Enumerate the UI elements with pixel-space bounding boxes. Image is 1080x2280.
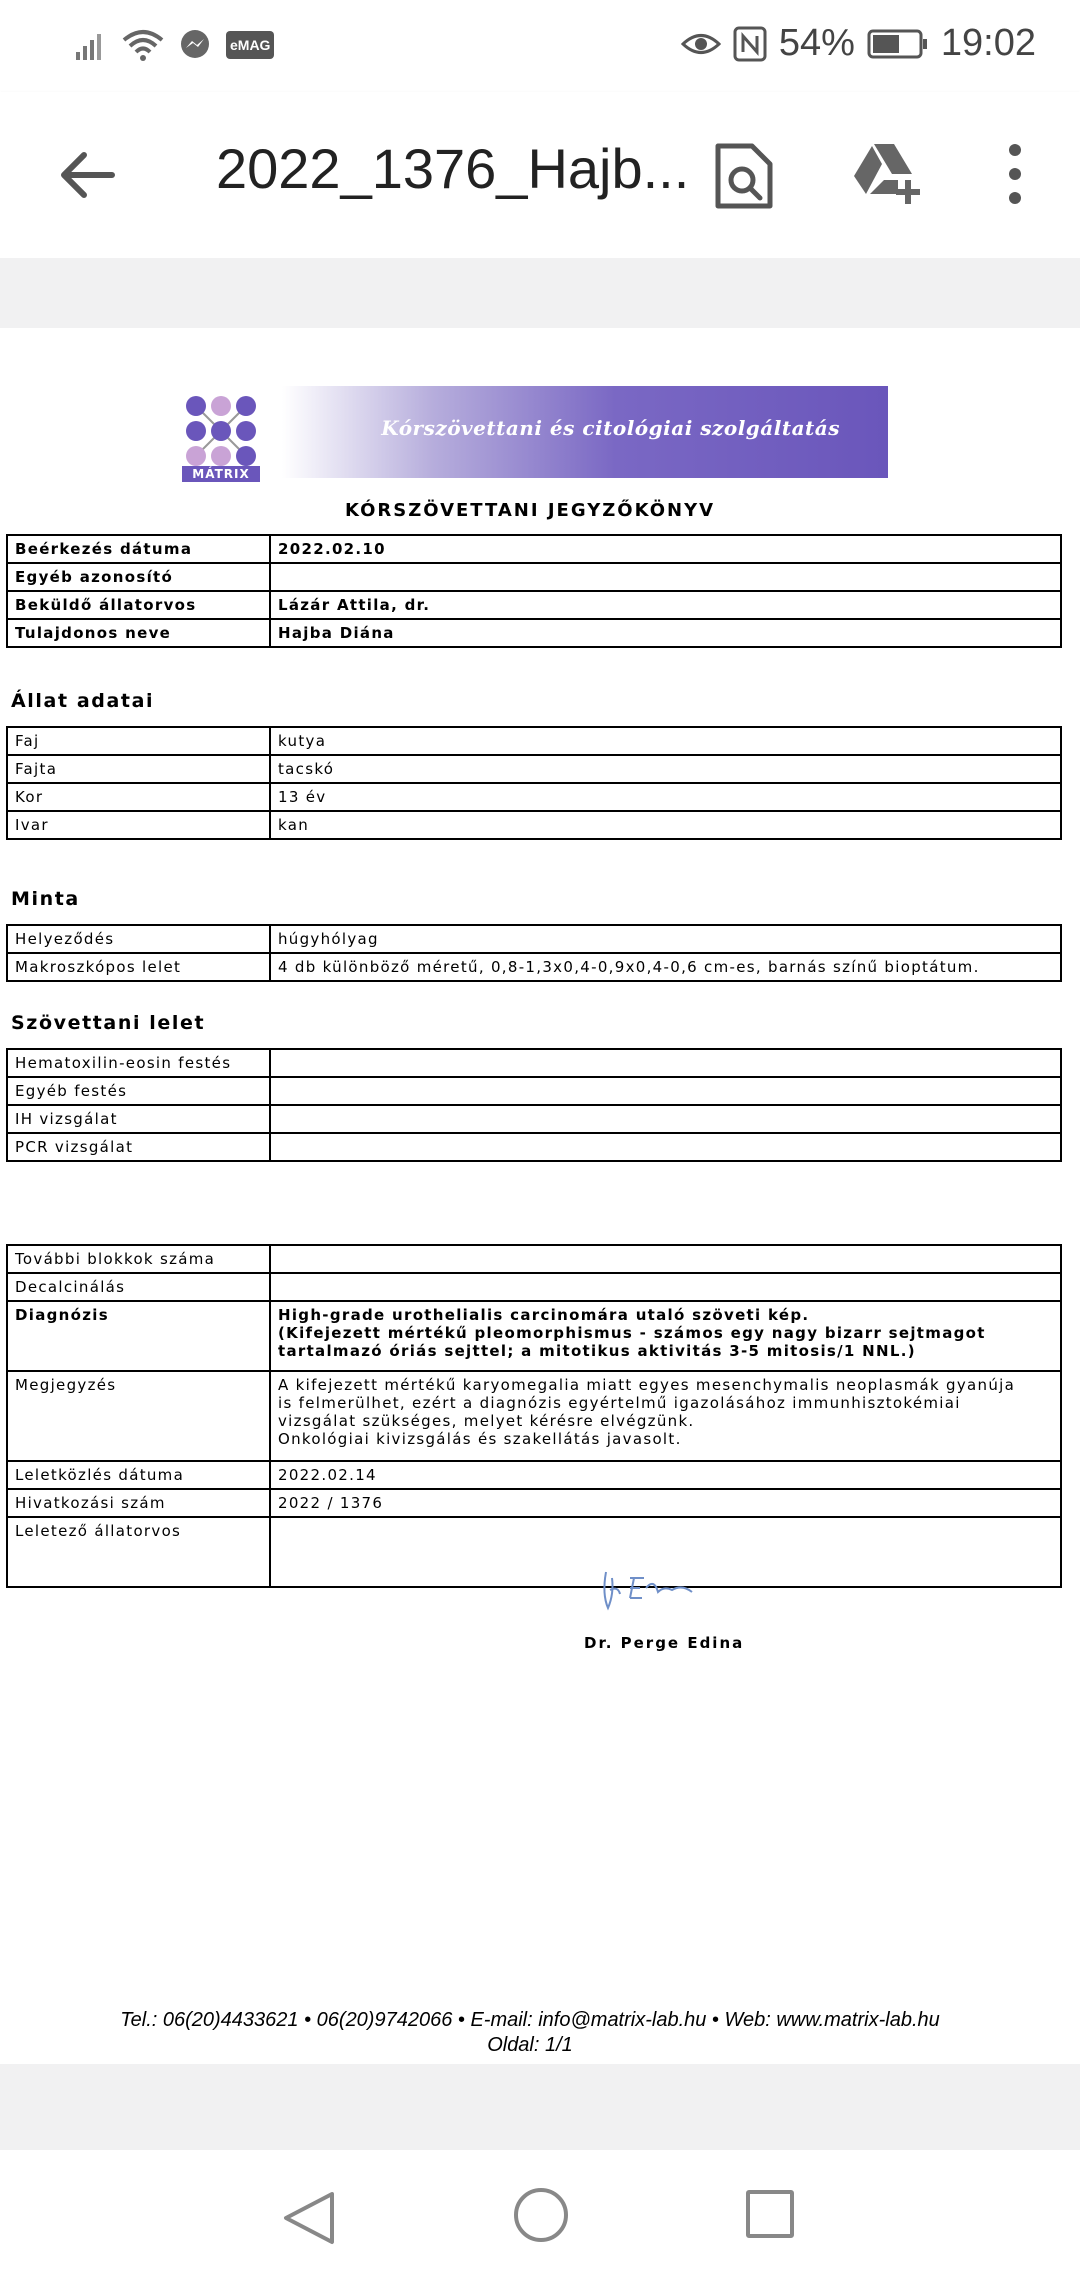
table-row [7, 563, 1061, 591]
row-value: Hajba Diána [270, 619, 1061, 647]
row-value: Lázár Attila, dr. [270, 591, 1061, 619]
row-value: húgyhólyag [270, 925, 1061, 953]
row-value: kutya [270, 727, 1061, 755]
table-row [7, 811, 1061, 839]
note-line: is felmerülhet, ezért a diagnózis egyértelmű igazolásához immunhisztokémiai [278, 1394, 961, 1412]
more-vert-icon[interactable] [990, 138, 1040, 210]
row-label: További blokkok száma [7, 1245, 270, 1273]
row-value [270, 1273, 1061, 1301]
diagnosis-line: High-grade urothelialis carcinomára utaló szöveti kép. [278, 1306, 810, 1324]
row-value: 2022.02.10 [270, 535, 1061, 563]
row-label: Faj [7, 727, 270, 755]
table-row-note [7, 1371, 1061, 1461]
nav-back-icon[interactable] [280, 2190, 340, 2246]
note-line: Onkológiai kivizsgálás és szakellátás javasolt. [278, 1430, 682, 1448]
row-label: Egyéb festés [7, 1077, 270, 1105]
table-row [7, 619, 1061, 647]
signature-image [584, 1564, 704, 1620]
table-row [7, 1489, 1061, 1517]
navigation-bar [0, 2150, 1080, 2280]
row-label: Tulajdonos neve [7, 619, 270, 647]
table-row-diagnosis [7, 1301, 1061, 1371]
row-value: kan [270, 811, 1061, 839]
table-row [7, 1049, 1061, 1077]
note-line: A kifejezett mértékű karyomegalia miatt egyes mesenchymalis neoplasmák gyanúja [278, 1376, 1016, 1394]
table-row [7, 925, 1061, 953]
row-value: 13 év [270, 783, 1061, 811]
emag-icon: eMAG [226, 31, 274, 59]
logo-label: MÁTRIX [182, 466, 260, 482]
status-left-icons [74, 28, 274, 62]
banner-band [282, 386, 888, 478]
table-row [7, 535, 1061, 563]
header-table [6, 534, 1062, 648]
row-label: Diagnózis [7, 1301, 270, 1371]
row-label: Kor [7, 783, 270, 811]
row-value: 2022.02.14 [270, 1461, 1061, 1489]
eye-icon [681, 29, 721, 59]
note-line: vizsgálat szükséges, melyet kérésre elvégzünk. [278, 1412, 695, 1430]
report-title: KÓRSZÖVETTANI JEGYZŐKÖNYV [344, 500, 716, 521]
document-footer [0, 2008, 1060, 2058]
histology-table [6, 1048, 1062, 1162]
table-row [7, 1461, 1061, 1489]
table-row [7, 1105, 1061, 1133]
table-row [7, 727, 1061, 755]
footer-contact: Tel.: 06(20)4433621 • 06(20)9742066 • E-mail: info@matrix-lab.hu • Web: www.matrix-lab.hu [120, 2009, 940, 2031]
lab-banner [182, 386, 888, 482]
add-to-drive-icon[interactable] [852, 142, 922, 206]
row-value: tacskó [270, 755, 1061, 783]
back-arrow-icon[interactable] [52, 140, 122, 210]
document-title: 2022_1376_Hajb... [216, 137, 690, 200]
clock: 19:02 [940, 22, 1036, 64]
animal-table [6, 726, 1062, 840]
row-value [270, 1133, 1061, 1161]
row-value: 4 db különböző méretű, 0,8-1,3x0,4-0,9x0,4-0,6 cm-es, barnás színű bioptátum. [270, 953, 1061, 981]
table-row [7, 783, 1061, 811]
row-value: 2022 / 1376 [270, 1489, 1061, 1517]
nav-recents-icon[interactable] [746, 2190, 794, 2238]
sample-table [6, 924, 1062, 982]
section-histology: Szövettani lelet [11, 1012, 206, 1034]
table-row [7, 953, 1061, 981]
row-value [270, 1077, 1061, 1105]
row-label: Hivatkozási szám [7, 1489, 270, 1517]
row-label: Ivar [7, 811, 270, 839]
table-row [7, 1273, 1061, 1301]
row-value [270, 1245, 1061, 1273]
row-label: Leletező állatorvos [7, 1517, 270, 1587]
signal-icon [74, 28, 108, 62]
battery-icon [867, 29, 929, 59]
row-label: Beérkezés dátuma [7, 535, 270, 563]
row-label: Egyéb azonosító [7, 563, 270, 591]
result-table [6, 1244, 1062, 1588]
document-page[interactable] [0, 328, 1080, 2064]
row-label: PCR vizsgálat [7, 1133, 270, 1161]
row-value [270, 563, 1061, 591]
table-row [7, 1245, 1061, 1273]
viewer-background-top [0, 258, 1080, 328]
row-value [270, 1049, 1061, 1077]
nfc-icon [733, 26, 767, 62]
viewer-background-bottom [0, 2064, 1080, 2150]
footer-page-number: Oldal: 1/1 [487, 2034, 573, 2056]
banner-text: Kórszövettani és citológiai szolgáltatás [381, 416, 840, 440]
wifi-icon [122, 28, 164, 62]
nav-home-icon[interactable] [514, 2188, 568, 2242]
diagnosis-text [270, 1301, 1061, 1371]
section-sample: Minta [11, 888, 80, 910]
row-label: Makroszkópos lelet [7, 953, 270, 981]
table-row [7, 591, 1061, 619]
table-row [7, 755, 1061, 783]
section-animal-data: Állat adatai [11, 690, 155, 712]
signature-name: Dr. Perge Edina [584, 1634, 745, 1652]
row-label: Helyeződés [7, 925, 270, 953]
row-label: Megjegyzés [7, 1371, 270, 1461]
note-text [270, 1371, 1061, 1461]
find-in-document-icon[interactable] [712, 142, 776, 212]
row-label: Beküldő állatorvos [7, 591, 270, 619]
row-value [270, 1105, 1061, 1133]
row-label: Decalcinálás [7, 1273, 270, 1301]
diagnosis-line: (Kifejezett mértékű pleomorphismus - számos egy nagy bizarr sejtmagot [278, 1324, 986, 1342]
table-row [7, 1133, 1061, 1161]
diagnosis-line: tartalmazó óriás sejttel; a mitotikus aktivitás 3-5 mitosis/1 NNL.) [278, 1342, 916, 1360]
battery-percent: 54% [778, 22, 855, 64]
row-label: Fajta [7, 755, 270, 783]
row-label: IH vizsgálat [7, 1105, 270, 1133]
app-bar [0, 92, 1080, 258]
messenger-icon [178, 28, 212, 62]
table-row [7, 1077, 1061, 1105]
table-row [7, 1517, 1061, 1587]
status-bar [0, 0, 1080, 92]
row-label: Hematoxilin-eosin festés [7, 1049, 270, 1077]
row-label: Leletközlés dátuma [7, 1461, 270, 1489]
status-right-icons [681, 22, 1036, 65]
